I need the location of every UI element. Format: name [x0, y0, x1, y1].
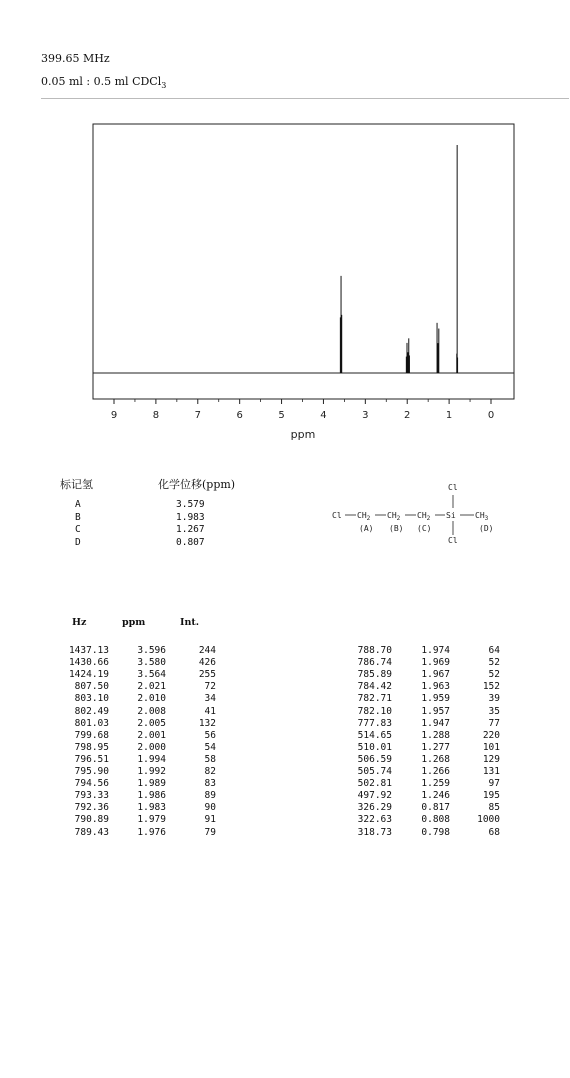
peak-int: 64	[488, 645, 500, 656]
peak-ppm: 3.596	[137, 645, 166, 656]
spectrometer-frequency: 399.65 MHz	[41, 52, 110, 65]
peak-int: 56	[204, 729, 216, 741]
assignment-shift: 3.579	[176, 499, 205, 510]
peak-ppm: 1.974	[421, 645, 450, 656]
ch3-sub: 3	[484, 515, 489, 522]
peak-int: 41	[204, 705, 216, 717]
peak-ppm: 1.959	[421, 693, 450, 705]
peak-hz: 807.50	[74, 681, 109, 693]
peak-ppm: 1.983	[137, 802, 166, 814]
ch2-c-label: CH	[417, 511, 427, 520]
group-ch3	[475, 511, 489, 522]
peak-table-header-hz: Hz	[72, 617, 87, 628]
peak-hz: 789.43	[74, 826, 109, 838]
x-tick-label: 7	[194, 410, 201, 421]
peak-hz: 785.89	[357, 669, 392, 681]
peak-ppm: 1.957	[421, 705, 450, 717]
x-tick-label: 5	[278, 410, 285, 421]
assignment-label: A	[75, 499, 81, 510]
assignment-label: C	[75, 524, 81, 535]
peak-int: 58	[204, 753, 216, 765]
peak-int: 152	[482, 681, 500, 693]
sample-subscript: 3	[161, 81, 167, 91]
peak-ppm: 1.976	[137, 826, 166, 838]
peak-hz: 1430.66	[68, 657, 109, 669]
peak-hz: 497.92	[357, 790, 392, 802]
peak-ppm: 1.994	[137, 753, 166, 765]
peak-hz: 502.81	[357, 778, 392, 790]
peak-ppm: 1.288	[421, 729, 450, 741]
sample-text: 0.05 ml : 0.5 ml CDCl	[41, 75, 162, 88]
peak-ppm: 1.992	[137, 766, 166, 777]
peak-ppm: 0.798	[421, 826, 450, 838]
peak-ppm: 1.967	[421, 669, 450, 681]
peak-ppm: 1.246	[421, 790, 450, 802]
peak-ppm: 1.979	[137, 814, 166, 826]
peak-int: 52	[488, 657, 500, 669]
ch2-b-sub: 2	[396, 515, 401, 522]
x-tick-label: 6	[236, 410, 243, 421]
x-tick-label: 9	[110, 410, 118, 421]
atom-si: Si	[446, 511, 456, 520]
peak-ppm: 1.963	[421, 681, 450, 693]
peak-hz: 798.95	[74, 741, 109, 753]
assignment-label-header: 标记氢	[60, 478, 93, 491]
peak-hz: 794.56	[74, 778, 109, 790]
ch2-b-label: CH	[387, 511, 397, 520]
peak-ppm: 1.947	[421, 717, 450, 729]
peak-hz: 801.03	[74, 717, 109, 729]
ch2-a-label: CH	[357, 511, 367, 520]
assignment-shift-header: 化学位移(ppm)	[158, 478, 236, 491]
ch2-a-sub: 2	[366, 515, 371, 522]
peak-int: 132	[198, 717, 216, 729]
peak-hz: 782.10	[357, 705, 392, 717]
peak-ppm: 2.000	[137, 741, 166, 753]
group-ch2-a	[357, 511, 371, 522]
peak-int: 77	[488, 717, 500, 729]
peak-ppm: 2.021	[137, 681, 166, 693]
peak-int: 131	[482, 766, 500, 777]
peak-table-header-int: Int.	[180, 617, 200, 628]
atom-cl-left: Cl	[332, 511, 342, 520]
assignment-shift: 1.983	[176, 511, 205, 523]
tag-b: (B)	[389, 524, 404, 533]
assignment-shift: 1.267	[176, 524, 205, 535]
peak-hz: 802.49	[74, 705, 109, 717]
peak-int: 89	[204, 790, 216, 802]
tag-c: (C)	[417, 524, 432, 533]
peak-int: 97	[488, 778, 500, 790]
peak-int: 129	[482, 753, 500, 765]
peak-int: 426	[198, 657, 216, 669]
peak-ppm: 1.969	[421, 657, 450, 669]
peak-int: 34	[204, 693, 216, 705]
peak-int: 90	[204, 802, 216, 814]
peak-int: 35	[488, 705, 500, 717]
tag-d: (D)	[479, 524, 494, 533]
peak-hz: 793.33	[74, 790, 109, 802]
group-ch2-b	[387, 511, 401, 522]
tag-a: (A)	[359, 524, 374, 533]
peak-int: 72	[204, 681, 216, 693]
peak-hz: 799.68	[74, 729, 109, 741]
peak-ppm: 3.580	[137, 657, 166, 669]
x-tick-label: 2	[404, 410, 411, 421]
peak-int: 220	[482, 729, 500, 741]
peak-hz: 796.51	[74, 753, 109, 765]
peak-ppm: 1.989	[137, 778, 166, 790]
peak-ppm: 2.008	[137, 705, 166, 717]
ch2-c-sub: 2	[426, 515, 431, 522]
peak-ppm: 0.808	[421, 814, 450, 826]
peak-hz: 510.01	[357, 741, 392, 753]
peak-hz: 795.90	[74, 766, 109, 777]
peak-int: 54	[204, 741, 216, 753]
peak-int: 101	[482, 741, 500, 753]
atom-cl-top: Cl	[448, 483, 458, 492]
peak-ppm: 2.010	[137, 693, 166, 705]
peak-ppm: 2.001	[137, 729, 166, 741]
x-axis-label: ppm	[290, 428, 316, 441]
peak-ppm: 1.268	[421, 753, 450, 765]
peak-hz: 788.70	[357, 645, 392, 656]
x-tick-label: 0	[487, 410, 495, 421]
peak-hz: 506.59	[357, 753, 392, 765]
x-tick-label: 1	[445, 410, 453, 421]
peak-int: 195	[482, 790, 500, 802]
peak-int: 255	[198, 669, 216, 681]
peak-ppm: 1.277	[421, 741, 450, 753]
assignment-label: D	[75, 536, 81, 548]
peak-hz: 792.36	[74, 802, 109, 814]
peak-int: 244	[198, 645, 216, 656]
peak-int: 39	[488, 693, 500, 705]
x-tick-label: 4	[320, 410, 327, 421]
peak-ppm: 0.817	[421, 802, 450, 814]
peak-int: 1000	[477, 814, 500, 826]
atom-cl-bottom: Cl	[448, 536, 458, 545]
assignment-label: B	[75, 511, 81, 523]
peak-int: 85	[488, 802, 500, 814]
peak-hz: 1437.13	[68, 645, 109, 656]
ch3-label: CH	[475, 511, 485, 520]
peak-ppm: 1.986	[137, 790, 166, 802]
peak-ppm: 1.259	[421, 778, 450, 790]
peak-int: 52	[488, 669, 500, 681]
peak-int: 68	[488, 826, 500, 838]
peak-hz: 777.83	[357, 717, 392, 729]
peak-hz: 803.10	[74, 693, 109, 705]
peak-hz: 1424.19	[68, 669, 109, 681]
peak-hz: 782.71	[357, 693, 392, 705]
peak-int: 79	[204, 826, 216, 838]
peak-table-header-ppm: ppm	[122, 617, 146, 628]
assignment-shift: 0.807	[176, 536, 205, 548]
peak-hz: 784.42	[357, 681, 392, 693]
group-ch2-c	[417, 511, 431, 522]
peak-ppm: 2.005	[137, 717, 166, 729]
x-tick-label: 3	[362, 410, 369, 421]
peak-int: 91	[204, 814, 216, 826]
peak-hz: 326.29	[357, 802, 392, 814]
peak-hz: 318.73	[357, 826, 392, 838]
peak-hz: 505.74	[357, 766, 392, 777]
peak-ppm: 1.266	[421, 766, 450, 777]
peak-ppm: 3.564	[137, 669, 166, 681]
peak-int: 82	[204, 766, 216, 777]
peak-hz: 790.89	[74, 814, 109, 826]
peak-int: 83	[204, 778, 216, 790]
peak-hz: 786.74	[357, 657, 392, 669]
peak-hz: 514.65	[357, 729, 392, 741]
x-tick-label: 8	[152, 410, 160, 421]
peak-hz: 322.63	[357, 814, 392, 826]
